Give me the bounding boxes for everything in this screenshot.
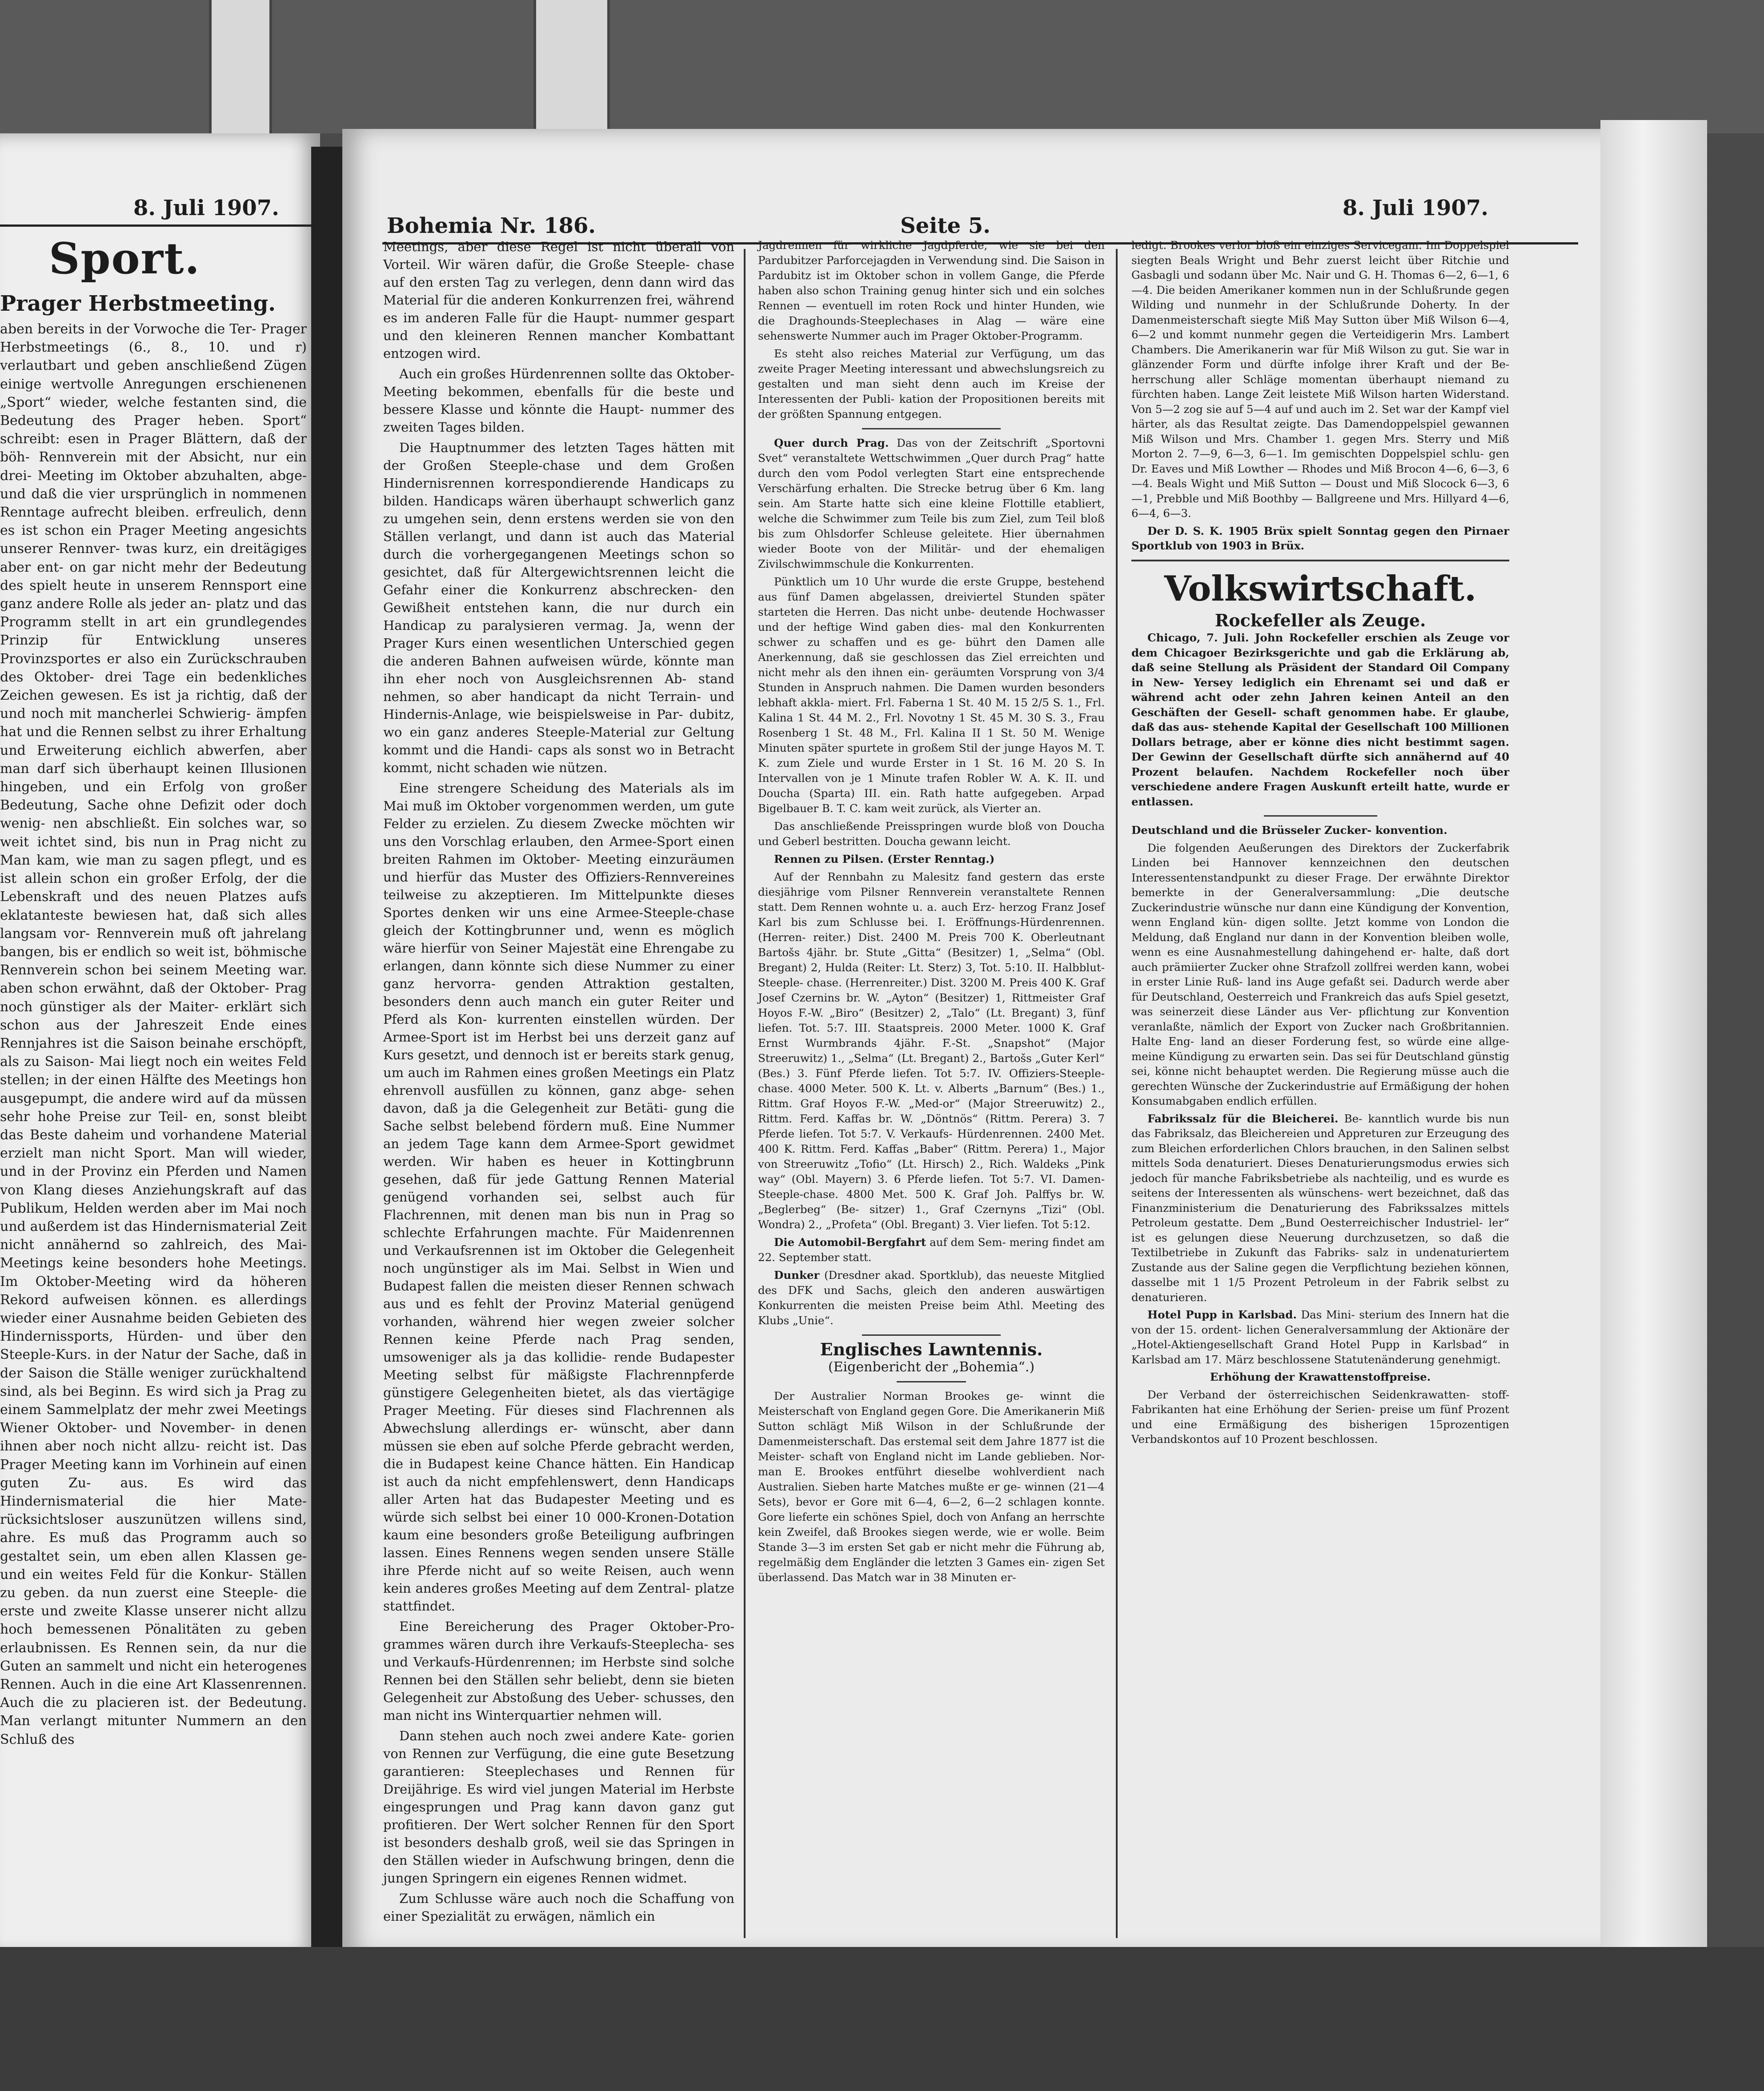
col2-paragraph-5: Das anschließende Preisspringen wurde bloß von Doucha und Geberl bestritten. Doucha gewann leicht.: [758, 820, 1105, 848]
col2-paragraph-7: auf dem Sem- mering findet am 22. September statt.: [758, 1236, 1105, 1264]
col1-paragraph-1: Meetings, aber diese Regel ist nicht überall von Vorteil. Wir wären dafür, die Große Steeple- chase auf den ersten Tag zu verlegen, denn dann wird das Material für die anderen Konkurrenzen frei, während es im anderen Falle für die Haupt- nummer gespart und den kleineren Rennen mancher Kombattant entzogen wird.: [383, 239, 734, 361]
background-bottom: [0, 1947, 1764, 2091]
col3-paragraph-6: Das Mini- sterium des Innern hat die von der 15. ordent- lichen Generalversammlung der Aktionäre der „Hotel-Aktiengesellschaft Grand Hotel Pupp in Karlsbad“ in Karlsbad am 17. März beschlossene Statutenänderung genehmigt.: [1131, 1308, 1509, 1366]
section-title-lawntennis: Englisches Lawntennis.: [820, 1339, 1043, 1359]
col2-paragraph-3: Das von der Zeitschrift „Sportovni Svet“ veranstaltete Wettschwimmen „Quer durch Prag“ hatte durch den vom Podol verlegten Start eine entsprechende Verschärfung erhalten. Die Strecke betrug über 6 Km. lang sein. Am Starte hatte sich eine kleine Flottille etabliert, welche die Schwimmer zum Teile bis zum Ziel, zum Teil bloß bis zum Ohlsdorfer Schleuse geleitete. Hier übernahmen wieder Boote von der Militär- und der ehemaligen Zivilschwimmschule die Konkurrenten.: [758, 437, 1105, 570]
column-3: [1131, 238, 1509, 1450]
heading-dunker: Dunker: [774, 1269, 820, 1282]
col3-divider-2: [1264, 815, 1377, 817]
right-header-date: 8. Juli 1907.: [1343, 196, 1488, 220]
right-header-issue: Bohemia Nr. 186.: [387, 213, 596, 238]
col2-divider-3: [897, 1381, 966, 1382]
left-header-date: 8. Juli 1907.: [133, 196, 279, 220]
col3-paragraph-4: Die folgenden Aeußerungen des Direktors der Zuckerfabrik Linden bei Hannover kennzeichnen den deutschen Interessentenstandpunkt zu dieser Frage. Der erwähnte Direktor bemerkte in der Generalversammlung: „Die deutsche Zuckerindustrie wünsche nur dann eine Kündigung der Konvention, wenn England kün- digen sollte. Jetzt komme von London die Meldung, daß England nur dann in der Konvention bleiben wolle, wenn es eine Ausnahmestellung dahingehend er- halte, daß dort auch prämiierter Zucker ohne Strafzoll zollfrei werden kann, wobei in erster Linie Ruß- land ins Auge gefaßt sei. Dadurch werde aber für Deutschland, Oesterreich und Frankreich das aufs Spiel gesetzt, was seinerzeit diese Länder aus Ver- pflichtung zur Konvention veranlaßte, nämlich der Export von Zucker nach Großbritannien. Halte Eng- land an dieser Forderung fest, so würde eine allge- meine Kündigung zu erwarten sein. Das sei für Deutschland günstig sei, könne nicht behauptet werden. Die Regierung müsse auch die gerechten Wünsche der Zuckerindustrie auf Ermäßigung der hohen Konsumabgaben endlich erfüllen.: [1131, 841, 1509, 1107]
lawntennis-byline: (Eigenbericht der „Bohemia“.): [828, 1359, 1035, 1375]
heading-automobil-bergfahrt: Die Automobil-Bergfahrt: [774, 1236, 926, 1249]
col3-paragraph-1: ledigt. Brookes verlor bloß ein einziges Servicegam. Im Doppelspiel siegten Beals Wright und Behr zuerst leicht über Ritchie und Gasbagli und sodann über Mc. Nair und G. H. Thomas 6—2, 6—1, 6—4. Die beiden Amerikaner kommen nun in der Schlußrunde gegen Wilding und nunmehr in der Schlußrunde Doherty. In der Damenmeisterschaft siegte Miß May Sutton über Miß Wilson 6—4, 6—2 und kommt nunmehr gegen die Verteidigerin Mrs. Lambert Chambers. Die Amerikanerin war für Miß Wilson zu gut. Sie war in glänzender Form und dürfte infolge ihrer Kraft und der Be- herrschung aller Schläge momentan überhaupt niemand zu fürchten haben. Lange Zeit leistete Miß Wilson harten Widerstand. Von 5—2 zog sie auf 5—4 auf und auch im 2. Set war der Kampf viel härter, als das Resultat zeigte. Das Damendoppelspiel gewannen Miß Wilson und Mrs. Chamber 1. gegen Mrs. Sterry und Miß Morton 2. 7—9, 6—3, 6—1. Im gemischten Doppelspiel schlu- gen Dr. Eaves und Miß Lowther — Rhodes und Miß Brocon 4—6, 6—3, 6—4. Beals Wight und Miß Sutton — Doust und Miß Slocock 6—3, 6—1, Prebble und Miß Boothby — Ballgreene und Mrs. Hillyard 4—6, 6—4, 6—3.: [1131, 239, 1509, 520]
right-header-page: Seite 5.: [900, 213, 990, 238]
heading-quer-durch-prag: Quer durch Prag.: [774, 437, 889, 449]
col2-paragraph-4: Pünktlich um 10 Uhr wurde die erste Gruppe, bestehend aus fünf Damen abgelassen, dreiviertel Stunden später starteten die Herren. Das nicht unbe- deutende Hochwasser und der heftige Wind gaben dies- mal den Konkurrenten schwer zu schaffen und es ge- bührt den Damen alle Anerkennung, daß sie geschlossen das Ziel erreichten und nicht mehr als den ihnen ein- geräumten Vorsprung von 3/4 Stunden in Anspruch nahmen. Die Damen wurden besonders lebhaft akkla- miert. Frl. Faberna 1 St. 40 M. 15 2/5 S. 1., Frl. Kalina 1 St. 44 M. 2., Frl. Novotny 1 St. 45 M. 30 S. 3., Frau Rosenberg 1 St. 48 M., Frl. Kalina II 1 St. 50 M. Wenige Minuten später spurtete in großem Stil der junge Hayos M. T. K. zum Ziele und wurde Erster in 1 St. 16 M. 20 S. In Intervallen von je 1 Minute trafen Robler W. A. K. II. und Doucha (Sparta) III. ein. Rath hatte aufgegeben. Arpad Bigelbauer B. T. C. kam weit zurück, als Vierter an.: [758, 575, 1105, 815]
col2-paragraph-2: Es steht also reiches Material zur Verfügung, um das zweite Prager Meeting interessant und abwechslungsreich zu gestalten und man sieht denn auch im Kreise der Interessenten der Publi- kation der Propositionen bereits mit der größten Spannung entgegen.: [758, 347, 1105, 421]
column-rule-2: [1116, 249, 1118, 1938]
col1-paragraph-4: Eine strengere Scheidung des Materials als im Mai muß im Oktober vorgenommen werden, um gute Felder zu erzielen. Zu diesem Zwecke möchten wir uns den Vorschlag erlauben, den Armee-Sport einen breiten Rahmen im Oktober- Meeting einzuräumen und hierfür das Muster des Offiziers-Rennvereines teilweise zu akzeptieren. Im Mittelpunkte dieses Sportes denken wir uns eine Armee-Steeple-chase gleich der Kottingbrunner und, wenn es möglich wäre hierfür von Seiner Majestät eine Ehrengabe zu erlangen, dann könnte sich diese Nummer zu einer ganz hervorra- genden Attraktion gestalten, besonders denn auch manch ein guter Reiter und Pferd als Kon- kurrenten einstellen würden. Der Armee-Sport ist im Herbst bei uns derzeit ganz auf Kurs gesetzt, und dennoch ist er bereits stark genug, um auch im Rahmen eines großen Meetings ein Platz ehrenvoll ausfüllen zu können, ganz abge- sehen davon, daß ja die Gelegenheit zur Betäti- gung die Sache selbst belebend fördern muß. Eine Nummer an jedem Tage kann dem Armee-Sport gewidmet werden. Wir haben es heuer in Kottingbrunn gesehen, daß für jede Gattung Rennen Material genügend vorhanden sei, selbst auch für Flachrennen, mit denen man bis nun in Prag so schlechte Erfahrungen machte. Für Maidenrennen und Verkaufsrennen ist im Oktober die Gelegenheit noch ungünstiger als im Mai. Selbst in Wien und Budapest fallen die meisten dieser Rennen schwach aus und es fehlt der Provinz Material genügend vorhanden, während hier wegen zweier solcher Rennen keine Pferde nach Prag senden, umsoweniger als ja das kollidie- rende Budapester Meeting selbst für mäßigste Flachrennpferde günstigere Gelegenheiten bietet, als das viertägige Prager Meeting. Für dieses sind Flachrennen als Abwechslung allerdings er- wünscht, aber dann müssen sie eben auf solche Pferde gebracht werden, die in Budapest keine Chance hätten. Ein Handicap ist auch da nicht empfehlenswert, denn Handicaps aller Arten hat das Budapester Meeting und es würde sich selbst bei einer 10 000-Kronen-Dotation kaum eine besonders große Beteiligung aufbringen lassen. Eines Rennens wegen senden unsere Ställe ihre Pferde nicht auf so weite Reisen, auch wenn kein anderes großes Meeting auf dem Zentral- platze stattfindet.: [383, 781, 734, 1614]
col2-paragraph-9: Der Australier Norman Brookes ge- winnt die Meisterschaft von England gegen Gore. Die Amerikanerin Miß Sutton schlägt Miß Wilson in der Schlußrunde der Damenmeisterschaft. Das erstemal seit dem Jahre 1877 ist die Meister- schaft von England nicht im Lande geblieben. Nor- man E. Brookes entführt dieselbe wohlverdient nach Australien. Sieben harte Matches mußte er ge- winnen (21—4 Sets), bevor er Gore mit 6—4, 6—2, 6—2 schlagen konnte. Gore lieferte ein schönes Spiel, doch von Anfang an herrschte kein Zweifel, daß Brookes siegen werde, wie er wolle. Beim Stande 3—3 im ersten Set gab er nicht mehr die Führung ab, regelmäßig dem Engländer die letzten 3 Games ein- zigen Set überlassend. Das Match war in 38 Minuten er-: [758, 1390, 1105, 1584]
binding-strip-center: [533, 0, 610, 147]
section-title-volkswirtschaft: Volkswirtschaft.: [1164, 568, 1477, 609]
page-edge-stack: [1600, 120, 1707, 1978]
column-2: [758, 238, 1105, 1588]
col2-paragraph-8: (Dresdner akad. Sportklub), das neueste Mitglied des DFK und Sachs, gleich den anderen auswärtigen Konkurrenten die meisten Preise beim Athl. Meeting des Klubs „Unie“.: [758, 1269, 1105, 1327]
col2-divider-2: [862, 1334, 1001, 1336]
heading-fabrikssalz: Fabrikssalz für die Bleicherei.: [1147, 1112, 1339, 1125]
col1-paragraph-2: Auch ein großes Hürdenrennen sollte das Oktober-Meeting bekommen, ebenfalls für die beste und bessere Klasse und könnte die Haupt- nummer des zweiten Tages bilden.: [383, 366, 734, 435]
col1-paragraph-5: Eine Bereicherung des Prager Oktober-Pro- grammes wären durch ihre Verkaufs-Steeplecha- ses und Verkaufs-Hürdenrennen; im Herbste sind solche Rennen bei den Ställen sehr beliebt, denn sie bieten Gelegenheit zur Abstoßung des Ueber- schusses, den man nicht ins Winterquartier nehmen will.: [383, 1619, 734, 1723]
left-header-rule: [0, 224, 311, 227]
col2-divider-1: [862, 428, 1001, 429]
section-title-sport: Sport.: [49, 233, 200, 284]
col3-paragraph-5: Be- kanntlich wurde bis nun das Fabriksalz, das Bleichereien und Appreturen zur Erzeugung des zum Bleichen erforderlichen Chlors brauchen, in den Salinen selbst mittels Soda denaturiert. Dieses Denaturierungsmodus erwies sich jedoch für manche Fabriksbetriebe als nachteilig, und es wurde es seitens der Interessenten als wünschens- wert bezeichnet, daß das Finanzministerium die Denaturierung des Fabrikssalzes mittels Petroleum gestatte. Dem „Bund Oesterreichischer Industriel- ler“ ist es gelungen diese Neuerung durchzusetzen, so daß die Textilbetriebe in Zukunft das Fabriks- salz in undenaturiertem Zustande aus der Saline gegen die Verpflichtung beziehen können, dasselbe mit 1 1/5 Prozent Petroleum in der Fabrik selbst zu denaturieren.: [1131, 1112, 1509, 1304]
col3-paragraph-2: Der D. S. K. 1905 Brüx spielt Sonntag gegen den Pirnaer Sportklub von 1903 in Brüx.: [1131, 524, 1509, 552]
col3-paragraph-3: Chicago, 7. Juli. John Rockefeller erschien als Zeuge vor dem Chicagoer Bezirksgerichte und gab die Erklärung ab, daß seine Stellung als Präsident der Standard Oil Company in New- Yersey lediglich ein Ehrenamt sei und daß er während acht oder zehn Jahren keinen Anteil an den Geschäften der Gesell- schaft genommen habe. Er glaube, daß das aus- stehende Kapital der Gesellschaft 100 Millionen Dollars betrage, aber er könne dies nicht bestimmt sagen. Der Gewinn der Gesellschaft dürfte sich annähernd auf 40 Prozent belaufen. Nachdem Rockefeller noch über verschiedene andere Fragen Auskunft erteilt hatte, wurde er entlassen.: [1131, 631, 1509, 808]
col2-paragraph-6: Auf der Rennbahn zu Malesitz fand gestern das erste diesjährige vom Pilsner Rennverein veranstaltete Rennen statt. Dem Rennen wohnte u. a. auch Erz- herzog Franz Josef Karl bis zum Schlusse bei. I. Eröffnungs-Hürdenrennen. (Herren- reiter.) Dist. 2400 M. Preis 700 K. Oberleutnant Bartošs 4jähr. br. Stute „Gitta“ (Besitzer) 1, „Selma“ (Obl. Bregant) 2, Hulda (Reiter: Lt. Sterz) 3, Tot. 5:10. II. Halbblut-Steeple- chase. (Herrenreiter.) Dist. 3200 M. Preis 400 K. Graf Josef Czernins br. W. „Ayton“ (Besitzer) 1, Rittmeister Graf Hoyos F.-W. „Biro“ (Besitzer) 2, „Talo“ (Lt. Bregant) 3, fünf liefen. Tot. 5:7. III. Staatspreis. 2000 Meter. 1000 K. Graf Ernst Wurmbrands 4jähr. F.-St. „Snapshot“ (Major Streeruwitz) 1., „Selma“ (Lt. Bregant) 2., Bartošs „Guter Kerl“ (Bes.) 3. Fünf Pferde liefen. Tot 5:7. IV. Offiziers-Steeple-chase. 4000 Meter. 500 K. Lt. v. Alberts „Barnum“ (Bes.) 1., Rittm. Graf Hoyos F.-W. „Med-or“ (Major Streeruwitz) 2., Rittm. Ferd. Kaffas br. W. „Döntnös“ (Rittm. Perera) 3. 7 Pferde liefen. Tot 5:7. V. Verkaufs- Hürdenrennen. 2400 Met. 400 K. Rittm. Ferd. Kaffas „Baber“ (Rittm. Perera) 1., Major von Streeruwitz „Tofio“ (Lt. Hirsch) 2., Rich. Waldeks „Pink way“ (Obl. Mayern) 3. 6 Pferde liefen. Tot 5:7. VI. Damen-Steeple-chase. 4800 Met. 500 K. Graf Joh. Palffys br. W. „Beglerbeg“ (Be- sitzer) 1., Graf Czernyns „Tizi“ (Obl. Wondra) 2., „Profeta“ (Obl. Bregant) 3. Vier liefen. Tot 5:12.: [758, 870, 1105, 1231]
column-1: [383, 238, 734, 1928]
col2-paragraph-1: Jagdrennen für wirkliche Jagdpferde, wie sie bei den Pardubitzer Parforcejagden in Verwendung sind. Die Saison in Pardubitz ist im Oktober schon in vollem Gange, die Pferde haben also schon Training genug hinter sich und ein solches Rennen — eventuell im roten Rock und hinter Hunden, wie die Draghounds-Steeplechases in Alag — wäre eine sehenswerte Nummer auch im Prager Oktober-Programm.: [758, 239, 1105, 342]
left-page: [0, 133, 320, 1956]
heading-rennen-pilsen: Rennen zu Pilsen. (Erster Renntag.): [774, 853, 995, 865]
column-rule-1: [744, 249, 746, 1938]
heading-krawattenstoffpreise: Erhöhung der Krawattenstoffpreise.: [1210, 1370, 1431, 1383]
heading-zuckerkonvention: Deutschland und die Brüsseler Zucker- konvention.: [1131, 824, 1447, 837]
col1-paragraph-7: Zum Schlusse wäre auch noch die Schaffung von einer Spezialität zu erwägen, nämlich ein: [383, 1891, 734, 1924]
left-article-text: aben bereits in der Vorwoche die Ter- Prager Herbstmeetings (6., 8., 10. und r) verlautbart und geben anschließend Zügen einige wertvolle Anregungen erschienenen „Sport“ wieder, welche festanten sind, die Bedeutung des Prager heben. Sport“ schreibt: esen in Prager Blättern, daß der böh- Rennverein mit der Absicht, nur ein drei- Meeting im Oktober abzuhalten, abge- und daß die vier ursprünglich in nommenen Renntage aufrecht bleiben. erfreulich, denn es ist schon ein Prager Meeting angesichts unserer Rennver- twas kurz, ein dreitägiges aber ent- on gar nicht mehr der Bedeutung des spielt heute in unserem Rennsport eine ganz andere Rolle als jeder an- platz und das Programm stellt in art ein grundlegendes Prinzip für Entwicklung unseres Provinzsportes er also ein Zurückschrauben des Oktober- drei Tage ein bedenkliches Zeichen gewesen. Es ist ja richtig, daß der und noch mit mancherlei Schwierig- ämpfen hat und die Rennen selbst zu ihrer Erhaltung und Erweiterung eichlich abwerfen, aber man darf sich überhaupt keinen Illusionen hingeben, und ein Erfolg von großer Bedeutung, Sache ohne Defizit oder doch wenig- nen abschließt. Ein solches war, so weit ichtet sind, bis nun in Prag nicht zu Man kam, wie man zu sagen pflegt, und es ist allein schon ein großer Erfolg, der die Lebenskraft und des neuen Platzes aufs eklatanteste bewiesen hat, daß sich alles langsam vor- Rennverein muß oft jahrelang bangen, bis er endlich so weit ist, böhmische Rennverein schon bei seinem Meeting war. aben schon erwähnt, daß der Oktober- Prag noch günstiger als der Maiter- erklärt sich schon aus der Jahreszeit Ende eines Rennjahres ist die Saison beinahe erschöpft, als zu Saison- Mai liegt noch ein weites Feld stellen; in der einen Hälfte des Meetings hon ausgepumpt, die andere wird auf da müssen sehr hohe Preise zur Teil- en, sonst bleibt das Beste daheim und vorhandene Material erzielt man nicht Sport. Man will wieder, und in der Provinz ein Pferden und Namen von Klang dieses Anziehungskraft auf das Publikum, Helden werden aber im Mai noch und außerdem ist das Hindernismaterial Zeit nicht annähernd so zahlreich, des Mai-Meetings keine besonders hohe Meetings. Im Oktober-Meeting wird da höheren Rekord aufweisen können. es allerdings wieder einer Ausnahme beiden Gebieten des Hindernissports, Hürden- und über den Steeple-Kurs. in der Natur der Sache, daß in der Saison die Ställe weniger zurückhaltend sind, als bei Beginn. Es wird sich ja Prag zu einem Sammelplatz der mehr zwei Meetings Wiener Oktober- und November- in denen ihnen aber noch nicht allzu- reicht ist. Das Prager Meeting kann im Vorhinein auf einen guten Zu- aus. Es wird das Hindernismaterial die hier Mate- rücksichtsloser auszunützen willens sind, ahre. Es muß das Programm auch so gestaltet sein, um eben allen Klassen ge- und ein weites Feld für die Konkur- Ställen zu geben. da nun zuerst eine Steeple- die erste und zweite Klasse unserer nicht allzu hoch bemessenen Pönalitäten zu geben erlaubnissen. Es Rennen sein, da nur die Guten an sammelt und nicht ein heterogenes Rennen. Auch in die eine Art Klassenrennen. Auch die zu placieren ist. der Bedeutung. Man verlangt mitunter Nummern an den Schluß des: [0, 321, 307, 1747]
heading-hotel-pupp: Hotel Pupp in Karlsbad.: [1147, 1308, 1297, 1321]
col3-divider-1: [1131, 560, 1509, 561]
col1-paragraph-3: Die Hauptnummer des letzten Tages hätten mit der Großen Steeple-chase und dem Großen Hindernisrennen korrespondierende Handicaps zu bilden. Handicaps wären überhaupt schwerlich ganz zu umgehen sein, denn erstens werden sie von den Ställen verlangt, und dann ist auch das Material durch die vorhergegangenen Meetings schon so gesichtet, daß für Altergewichtsrennen leicht die Gefahr einer die Konkurrenz abschrecken- den Gewißheit entstehen kann, die nur durch ein Handicap zu paralysieren vermag. Ja, wenn der Prager Kurs einen wesentlichen Unterschied gegen die anderen Bahnen aufweisen würde, könnte man ihn eher noch von Ausgleichsrennen Ab- stand nehmen, so aber handicapt da nicht Terrain- und Hindernis-Anlage, wie beispielsweise in Par- dubitz, wo ein ganz anderes Steeple-Material zur Geltung kommt und die Handi- caps als sonst wo in Betracht kommt, nicht schaden wie nützen.: [383, 440, 734, 775]
left-article-body: [0, 320, 307, 1751]
book-gutter: [311, 147, 347, 1956]
subtitle-rockefeller: Rockefeller als Zeuge.: [1215, 610, 1426, 630]
col3-paragraph-7: Der Verband der österreichischen Seidenkrawatten- stoff-Fabrikanten hat eine Erhöhung der Serien- preise um fünf Prozent und eine Ermäßigung des bisherigen 15prozentigen Verbandskontos auf 10 Prozent beschlossen.: [1131, 1388, 1509, 1446]
article-title-herbstmeeting: Prager Herbstmeeting.: [0, 291, 276, 316]
col1-paragraph-6: Dann stehen auch noch zwei andere Kate- gorien von Rennen zur Verfügung, die eine gute Besetzung garantieren: Steeplechases und Rennen für Dreijährige. Es wird viel jungen Material im Herbste eingesprungen und Prag kann davon ganz gut profitieren. Der Wert solcher Rennen für den Sport ist besonders deshalb groß, weil sie das Springen in den Ställen wieder in Aufschwung bringen, denn die jungen Springern ein eigenes Rennen widmet.: [383, 1728, 734, 1886]
